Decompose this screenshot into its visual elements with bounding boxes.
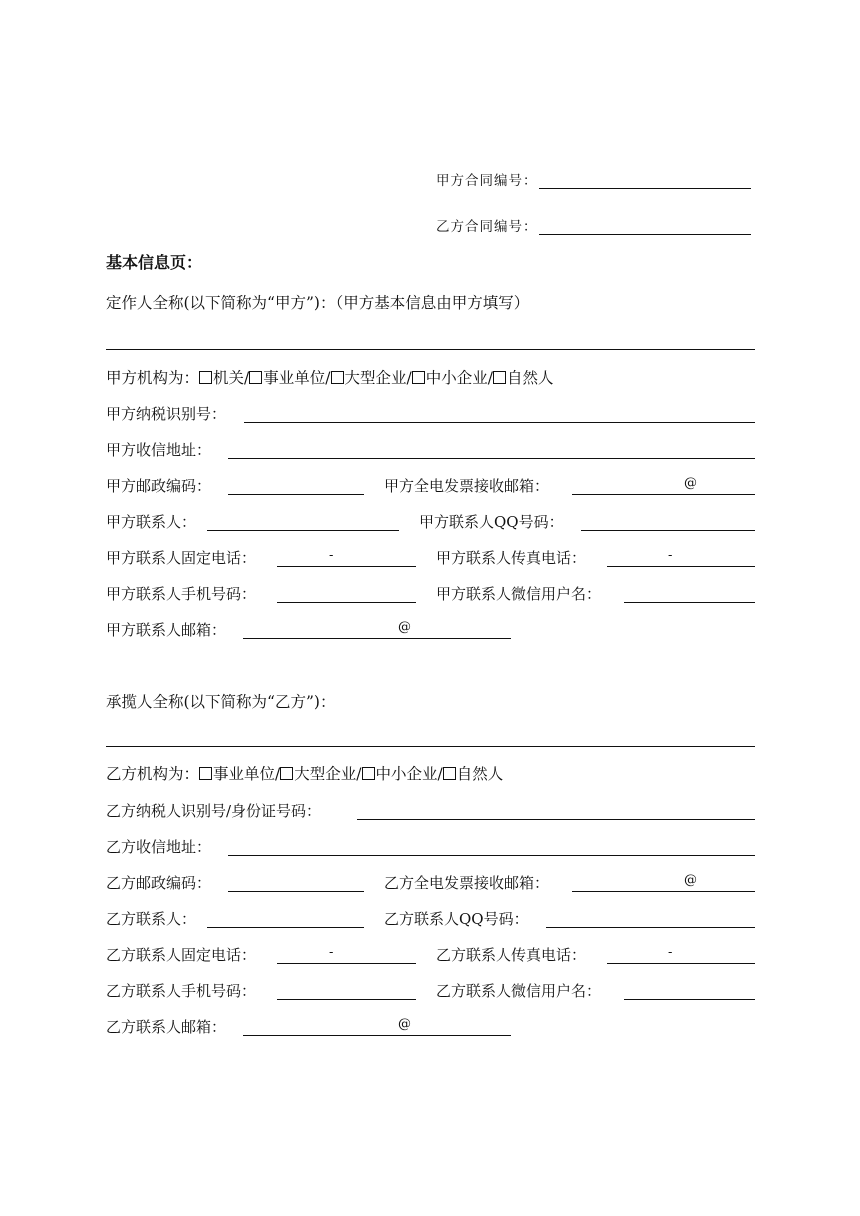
dash: - <box>668 945 673 960</box>
separator: / <box>437 765 443 783</box>
party-b-contact-qq-field[interactable] <box>546 907 755 928</box>
party-b-postcode-label: 乙方邮政编码： <box>106 874 212 892</box>
party-a-email-field[interactable] <box>243 618 511 639</box>
party-a-address-field[interactable] <box>228 438 755 459</box>
org-option-label: 自然人 <box>456 765 504 783</box>
at-sign: @ <box>684 873 697 888</box>
org-option-label: 大型企业 <box>344 369 407 387</box>
party-b-contact-qq-label: 乙方联系人QQ号码： <box>384 910 529 928</box>
party-a-contact-qq-field[interactable] <box>581 510 755 531</box>
party-a-contact-label: 甲方联系人： <box>106 513 197 531</box>
party-b-name-label: 承揽人全称(以下简称为“乙方”)： <box>106 693 336 711</box>
party-b-wechat-field[interactable] <box>624 979 755 1000</box>
party-b-mobile-label: 乙方联系人手机号码： <box>106 982 257 1000</box>
party-a-mobile-label: 甲方联系人手机号码： <box>106 585 257 603</box>
at-sign: @ <box>684 476 697 491</box>
party-a-wechat-field[interactable] <box>624 582 755 603</box>
party-a-tax-id-label: 甲方纳税识别号： <box>106 405 227 423</box>
party-b-fax-field[interactable] <box>607 943 755 964</box>
party-a-postcode-field[interactable] <box>228 474 364 495</box>
org-option-checkbox[interactable] <box>249 371 262 384</box>
org-option-checkbox[interactable] <box>443 767 456 780</box>
separator: / <box>244 369 250 387</box>
dash: - <box>329 945 334 960</box>
party-b-landline-label: 乙方联系人固定电话： <box>106 946 257 964</box>
party-a-mobile-field[interactable] <box>277 582 416 603</box>
party-a-address-label: 甲方收信地址： <box>106 441 212 459</box>
party-b-contact-label: 乙方联系人： <box>106 910 197 928</box>
party-a-name-field[interactable] <box>106 329 755 350</box>
separator: / <box>325 369 331 387</box>
party-b-invoice-email-field[interactable] <box>572 871 755 892</box>
org-option-label: 事业单位 <box>263 369 326 387</box>
at-sign: @ <box>398 1017 411 1032</box>
party-a-invoice-email-field[interactable] <box>572 474 755 495</box>
org-option-label: 中小企业 <box>375 765 438 783</box>
party-a-fax-label: 甲方联系人传真电话： <box>436 549 587 567</box>
party-a-contract-no-label: 甲方合同编号： <box>436 173 538 189</box>
org-option-label: 自然人 <box>507 369 554 387</box>
org-option-label: 事业单位 <box>213 765 276 783</box>
org-option-checkbox[interactable] <box>280 767 293 780</box>
party-b-org-type-label: 乙方机构为： <box>106 765 200 783</box>
party-a-tax-id-field[interactable] <box>244 402 755 423</box>
party-a-contact-qq-label: 甲方联系人QQ号码： <box>419 513 564 531</box>
org-option-checkbox[interactable] <box>199 767 212 780</box>
party-b-landline-field[interactable] <box>277 943 416 964</box>
separator: / <box>275 765 281 783</box>
at-sign: @ <box>398 620 411 635</box>
separator: / <box>487 369 494 387</box>
party-b-contact-field[interactable] <box>207 907 364 928</box>
org-option-label: 中小企业 <box>425 369 488 387</box>
org-option-label: 大型企业 <box>294 765 357 783</box>
party-b-email-field[interactable] <box>243 1015 511 1036</box>
party-b-tax-id-label: 乙方纳税人识别号/身份证号码： <box>106 802 322 820</box>
org-option-checkbox[interactable] <box>362 767 375 780</box>
party-b-fax-label: 乙方联系人传真电话： <box>436 946 587 964</box>
party-a-fax-field[interactable] <box>607 546 755 567</box>
org-option-checkbox[interactable] <box>493 371 506 384</box>
party-b-contract-no-label: 乙方合同编号： <box>436 219 538 235</box>
party-a-contact-field[interactable] <box>207 510 399 531</box>
party-a-landline-label: 甲方联系人固定电话： <box>106 549 257 567</box>
party-b-address-field[interactable] <box>228 835 755 856</box>
party-b-invoice-email-label: 乙方全电发票接收邮箱： <box>384 874 550 892</box>
org-option-checkbox[interactable] <box>199 371 212 384</box>
party-a-org-type <box>106 368 554 388</box>
dash: - <box>668 548 673 563</box>
dash: - <box>329 548 334 563</box>
basic-info-title: 基本信息页： <box>106 253 203 272</box>
party-b-org-type <box>106 764 503 784</box>
party-a-org-type-label: 甲方机构为： <box>106 369 200 387</box>
party-a-postcode-label: 甲方邮政编码： <box>106 477 212 495</box>
party-b-postcode-field[interactable] <box>228 871 364 892</box>
party-b-email-label: 乙方联系人邮箱： <box>106 1018 227 1036</box>
party-a-landline-field[interactable] <box>277 546 416 567</box>
party-a-wechat-label: 甲方联系人微信用户名： <box>436 585 602 603</box>
separator: / <box>406 369 412 387</box>
party-b-wechat-label: 乙方联系人微信用户名： <box>436 982 602 1000</box>
party-a-contract-no-field[interactable] <box>539 168 751 189</box>
party-b-tax-id-field[interactable] <box>357 799 755 820</box>
party-b-contract-no-field[interactable] <box>539 214 751 235</box>
party-a-email-label: 甲方联系人邮箱： <box>106 621 227 639</box>
party-b-name-field[interactable] <box>106 726 755 747</box>
party-b-address-label: 乙方收信地址： <box>106 838 212 856</box>
org-option-label: 机关 <box>213 369 245 387</box>
separator: / <box>356 765 362 783</box>
org-option-checkbox[interactable] <box>331 371 344 384</box>
party-a-invoice-email-label: 甲方全电发票接收邮箱： <box>384 477 550 495</box>
party-a-name-label: 定作人全称(以下简称为“甲方”)：（甲方基本信息由甲方填写） <box>106 294 530 312</box>
party-b-mobile-field[interactable] <box>277 979 416 1000</box>
org-option-checkbox[interactable] <box>412 371 425 384</box>
